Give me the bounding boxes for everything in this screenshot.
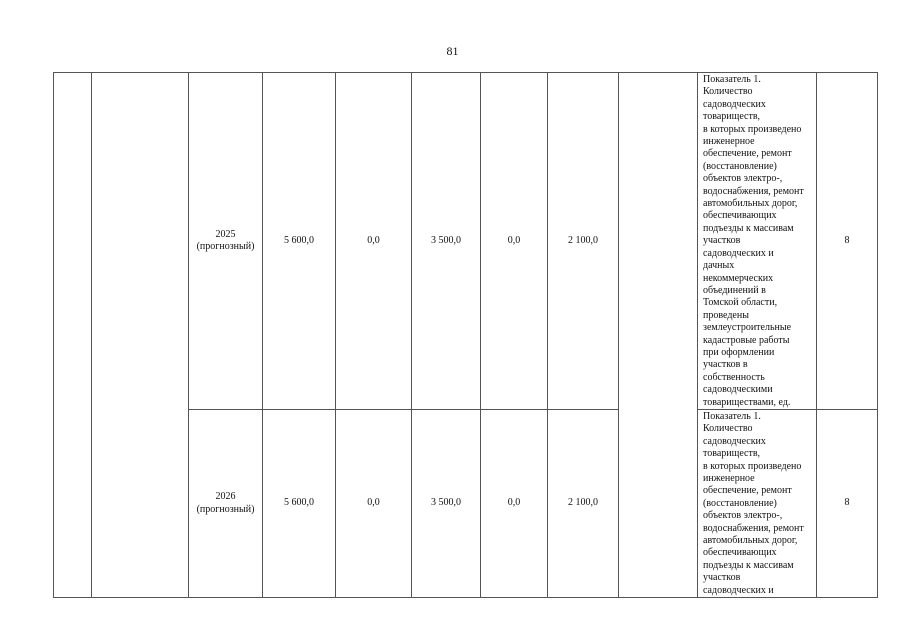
year-note: (прогнозный) <box>196 240 255 252</box>
local-cell: 0,0 <box>481 409 548 597</box>
indicator-line: товариществ, <box>703 111 761 123</box>
indicator-line: кадастровые работы <box>703 334 790 346</box>
indicator-text <box>703 411 816 597</box>
empty-cell <box>92 73 189 598</box>
indicator-line: Показатель 1. <box>703 410 761 422</box>
indicator-value-cell: 8 <box>817 409 878 597</box>
indicator-line: (восстановление) <box>703 160 777 172</box>
indicator-line: садоводческих и <box>703 584 774 596</box>
indicator-line: объектов электро-, <box>703 173 783 185</box>
indicator-line: дачных <box>703 260 735 272</box>
total-cell: 5 600,0 <box>263 409 336 597</box>
indicator-line: обеспечение, ремонт <box>703 148 792 160</box>
indicator-value-cell: 8 <box>817 73 878 410</box>
indicator-line: участков <box>703 572 741 584</box>
empty-cell <box>54 73 92 598</box>
indicator-cell <box>698 409 817 597</box>
indicator-line: при оформлении <box>703 346 775 358</box>
indicator-line: объединений в <box>703 284 766 296</box>
indicator-line: проведены <box>703 309 749 321</box>
indicator-cell <box>698 73 817 410</box>
table-row <box>54 73 878 410</box>
indicator-line: автомобильных дорог, <box>703 535 798 547</box>
indicator-line: водоснабжения, ремонт <box>703 522 804 534</box>
indicator-line: обеспечение, ремонт <box>703 485 792 497</box>
indicator-line: садоводческих <box>703 435 766 447</box>
federal-cell: 0,0 <box>336 409 412 597</box>
indicator-line: обеспечивающих <box>703 210 777 222</box>
indicator-line: Показатель 1. <box>703 74 761 85</box>
year-value: 2025 <box>215 228 236 240</box>
indicator-line: садоводческих <box>703 98 766 110</box>
indicator-line: Томской области, <box>703 297 778 309</box>
budget-table <box>53 72 878 598</box>
indicator-line: некоммерческих <box>703 272 774 284</box>
indicator-line: садоводческими <box>703 384 773 396</box>
indicator-text <box>703 74 816 409</box>
indicator-line: участков в <box>703 359 748 371</box>
indicator-line: садоводческих и <box>703 247 774 259</box>
indicator-line: собственность <box>703 371 765 383</box>
indicator-line: землеустроительные <box>703 322 792 334</box>
local-cell: 0,0 <box>481 73 548 410</box>
indicator-line: в которых произведено <box>703 123 802 135</box>
indicator-line: объектов электро-, <box>703 510 783 522</box>
indicator-line: инженерное <box>703 136 755 148</box>
indicator-line: в которых произведено <box>703 460 802 472</box>
indicator-line: участков <box>703 235 741 247</box>
indicator-line: водоснабжения, ремонт <box>703 185 804 197</box>
indicator-line: товариществами, ед. <box>703 396 791 408</box>
empty-cell <box>619 73 698 598</box>
year-cell <box>189 409 263 597</box>
indicator-line: инженерное <box>703 473 755 484</box>
federal-cell: 0,0 <box>336 73 412 410</box>
page-number: 81 <box>446 44 459 58</box>
indicator-line: Количество <box>703 86 753 98</box>
indicator-line: товариществ, <box>703 448 761 460</box>
indicator-line: Количество <box>703 423 753 435</box>
other-cell: 2 100,0 <box>548 409 619 597</box>
total-cell: 5 600,0 <box>263 73 336 410</box>
indicator-line: (восстановление) <box>703 497 777 509</box>
indicator-line: автомобильных дорог, <box>703 198 798 210</box>
year-value: 2026 <box>215 491 236 503</box>
regional-cell: 3 500,0 <box>412 409 481 597</box>
indicator-line: подъезды к массивам <box>703 559 794 571</box>
indicator-line: подъезды к массивам <box>703 222 794 234</box>
year-note: (прогнозный) <box>196 503 255 515</box>
other-cell: 2 100,0 <box>548 73 619 410</box>
indicator-line: обеспечивающих <box>703 547 777 559</box>
year-cell <box>189 73 263 410</box>
regional-cell: 3 500,0 <box>412 73 481 410</box>
